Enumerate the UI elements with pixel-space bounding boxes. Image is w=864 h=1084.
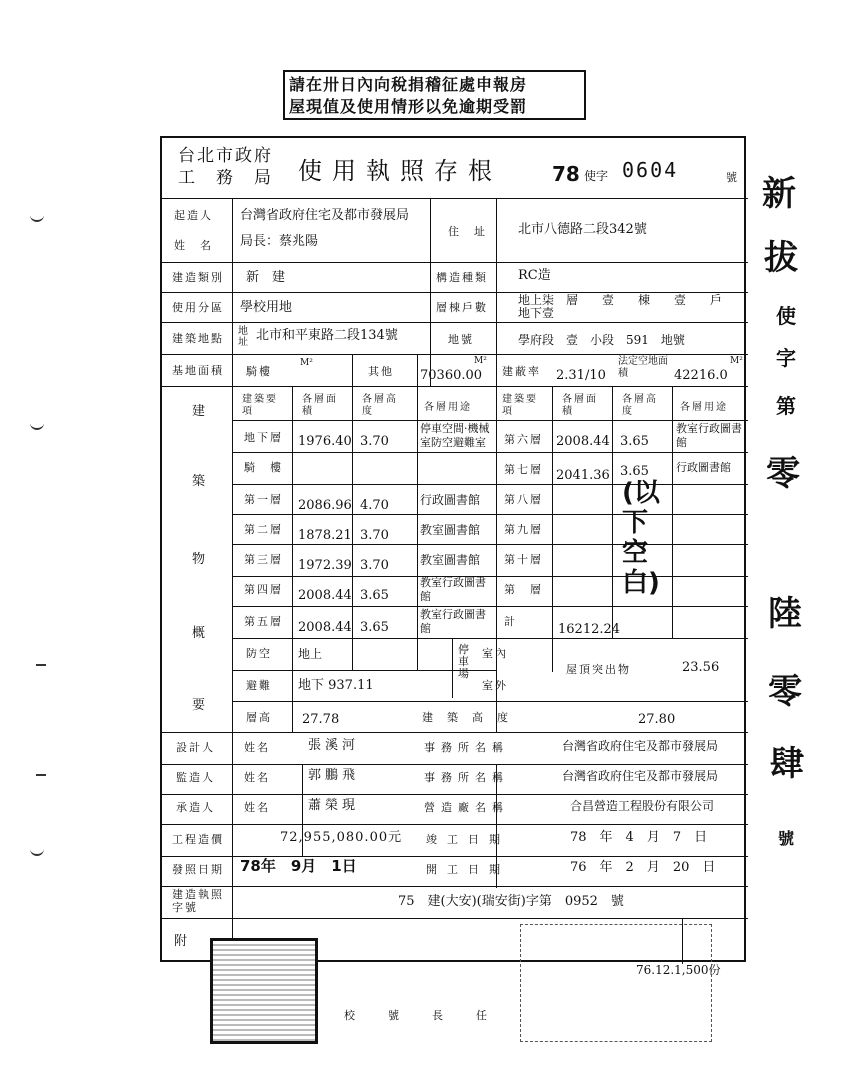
org-name: 合昌營造工程股份有限公司 bbox=[570, 799, 715, 813]
footer-mark: 號 bbox=[388, 1009, 399, 1022]
margin-char: 零 bbox=[766, 454, 800, 494]
col-use: 各層用途 bbox=[680, 402, 728, 413]
floor-name: 第七層 bbox=[504, 463, 543, 476]
outdoor-label: 室外 bbox=[482, 679, 508, 692]
floor-height: 3.70 bbox=[360, 528, 389, 543]
storey-height-label: 層高 bbox=[246, 711, 272, 724]
role-label: 承造人 bbox=[176, 801, 215, 814]
floor-use: 教室圖書館 bbox=[420, 553, 481, 567]
name-label: 姓名 bbox=[244, 801, 270, 814]
zoning-value: 學校用地 bbox=[240, 300, 293, 315]
punch-mark bbox=[30, 420, 44, 430]
org-label: 事務所名稱 bbox=[424, 771, 509, 784]
floor-area: 16212.24 bbox=[558, 622, 621, 637]
bldg-height-value: 27.80 bbox=[638, 712, 676, 727]
punch-mark bbox=[30, 846, 44, 856]
floor-use: 停車空間·機械室防空避難室 bbox=[420, 422, 490, 449]
permit-suffix: 號 bbox=[726, 171, 737, 184]
storey-height-value: 27.78 bbox=[302, 712, 340, 727]
col-height: 各層高度 bbox=[362, 394, 398, 417]
floor-height: 3.65 bbox=[620, 464, 649, 479]
address-label: 住 址 bbox=[448, 225, 487, 238]
permit-value: 75 建(大安)(瑞安街)字第 0952 號 bbox=[398, 894, 624, 909]
floor-name: 計 bbox=[504, 615, 517, 628]
other-label: 其他 bbox=[368, 365, 394, 378]
floor-name: 第 層 bbox=[504, 583, 543, 596]
floors-label: 層棟戶數 bbox=[436, 301, 488, 314]
floor-area: 2008.44 bbox=[298, 620, 352, 635]
bldg-height-label: 建築高度 bbox=[422, 711, 522, 724]
floor-use: 行政圖書館 bbox=[676, 461, 731, 474]
footer-mark: 校 bbox=[344, 1009, 355, 1022]
signature-box bbox=[520, 924, 712, 1042]
unit-m2: M² bbox=[730, 356, 743, 366]
floor-name: 第四層 bbox=[244, 583, 283, 596]
parking-label: 停車場 bbox=[458, 643, 469, 680]
floor-use: 教室行政圖書館 bbox=[420, 608, 486, 635]
floor-area: 2086.96 bbox=[298, 498, 352, 513]
col-height: 各層高度 bbox=[622, 394, 658, 417]
coverage-value: 2.31/10 bbox=[556, 368, 606, 383]
unit-m2: M² bbox=[300, 358, 313, 368]
shelter-label: 防空 bbox=[246, 647, 272, 660]
org-name: 台灣省政府住宅及都市發展局 bbox=[562, 769, 719, 783]
floor-use: 教室圖書館 bbox=[420, 523, 481, 537]
copies-note: 76.12.1,500份 bbox=[636, 963, 721, 977]
start-date: 76 年 2 月 20 日 bbox=[570, 860, 716, 875]
footer-mark: 任 bbox=[476, 1009, 487, 1022]
coverage-label: 建蔽率 bbox=[502, 365, 541, 378]
person-name: 郭鵬飛 bbox=[308, 768, 360, 783]
shelter-below: 地下 937.11 bbox=[298, 678, 374, 693]
applicant-name: 台灣省政府住宅及都市發展局 bbox=[240, 208, 410, 223]
cost-value: 72,955,080.00元 bbox=[280, 830, 403, 845]
arcade-label: 騎樓 bbox=[246, 365, 272, 378]
floor-name: 第六層 bbox=[504, 433, 543, 446]
building-type-value: 新 建 bbox=[246, 270, 286, 285]
lot-value: 學府段 壹 小段 591 地號 bbox=[518, 333, 685, 347]
official-seal bbox=[210, 938, 318, 1044]
floor-name: 第八層 bbox=[504, 493, 543, 506]
floor-name: 第三層 bbox=[244, 553, 283, 566]
floor-height: 3.65 bbox=[620, 434, 649, 449]
margin-dash bbox=[36, 664, 46, 666]
base-area-label: 基地面積 bbox=[172, 364, 224, 377]
shelter-above: 地上 bbox=[298, 647, 323, 661]
permit-number: 0604 bbox=[622, 158, 679, 182]
floor-area: 1878.21 bbox=[298, 528, 352, 543]
floor-height: 3.70 bbox=[360, 558, 389, 573]
open-space-value: 42216.0 bbox=[674, 368, 728, 383]
structure-value: RC造 bbox=[518, 268, 551, 283]
other-value: 70360.00 bbox=[420, 368, 483, 383]
start-label: 開工日期 bbox=[426, 863, 510, 876]
margin-char: 肆 bbox=[770, 744, 804, 784]
doc-title: 使用執照存根 bbox=[298, 157, 502, 185]
floor-area: 1976.40 bbox=[298, 434, 352, 449]
margin-char: 第 bbox=[776, 394, 796, 418]
floor-height: 3.65 bbox=[360, 620, 389, 635]
open-space-label: 法定空地面積 bbox=[618, 356, 668, 379]
building-type-label: 建造類別 bbox=[172, 271, 224, 284]
floor-area: 1972.39 bbox=[298, 558, 352, 573]
notice-line-1: 請在卅日內向稅捐稽征處申報房 bbox=[289, 75, 528, 94]
floor-area: 2008.44 bbox=[298, 588, 352, 603]
floor-name: 第十層 bbox=[504, 553, 543, 566]
notice-stamp bbox=[283, 70, 586, 120]
lot-label: 地號 bbox=[448, 333, 474, 346]
roof-value: 23.56 bbox=[682, 660, 720, 675]
margin-char: 新 bbox=[762, 174, 796, 214]
col-area: 各層面積 bbox=[562, 394, 598, 417]
blank-note: (以下空白) bbox=[622, 478, 660, 598]
permit-year: 78 bbox=[552, 162, 580, 186]
floor-use: 教室行政圖書館 bbox=[676, 422, 742, 449]
floor-name: 第九層 bbox=[504, 523, 543, 536]
footer-mark: 長 bbox=[432, 1009, 443, 1022]
indoor-label: 室內 bbox=[482, 647, 508, 660]
floors-above: 地上柒 層 壹 棟 壹 戶 bbox=[518, 293, 723, 307]
site-address-label: 地址 bbox=[238, 326, 248, 348]
unit-m2: M² bbox=[474, 356, 487, 366]
org-label: 事務所名稱 bbox=[424, 741, 509, 754]
evac-label: 避難 bbox=[246, 679, 272, 692]
site-address: 北市和平東路二段134號 bbox=[256, 328, 398, 343]
col-item: 建築要項 bbox=[242, 394, 278, 417]
section-char: 概 bbox=[192, 626, 206, 641]
site-label: 建築地點 bbox=[172, 332, 224, 345]
floor-height: 3.70 bbox=[360, 434, 389, 449]
floor-height: 4.70 bbox=[360, 498, 389, 513]
org-label: 營造廠名稱 bbox=[424, 801, 509, 814]
margin-char: 拔 bbox=[764, 238, 798, 278]
permit-label: 建造執照字號 bbox=[172, 888, 224, 914]
margin-char: 號 bbox=[778, 829, 795, 848]
section-char: 要 bbox=[192, 698, 206, 713]
col-use: 各層用途 bbox=[424, 402, 472, 413]
margin-char: 使 bbox=[776, 304, 796, 328]
complete-date: 78 年 4 月 7 日 bbox=[570, 830, 708, 845]
margin-dash bbox=[36, 774, 46, 776]
structure-label: 構造種類 bbox=[436, 271, 488, 284]
permit-form bbox=[160, 136, 746, 962]
section-char: 建 bbox=[192, 404, 206, 419]
section-char: 物 bbox=[192, 552, 206, 567]
floor-name: 第五層 bbox=[244, 615, 283, 628]
floor-area: 2008.44 bbox=[556, 434, 610, 449]
floor-name: 騎 樓 bbox=[244, 461, 283, 474]
section-char: 築 bbox=[192, 474, 206, 489]
col-item: 建築要項 bbox=[502, 394, 538, 417]
punch-mark bbox=[30, 212, 44, 222]
agency-line-2: 工 務 局 bbox=[178, 168, 273, 188]
org-name: 台灣省政府住宅及都市發展局 bbox=[562, 739, 719, 753]
person-name: 蕭榮現 bbox=[308, 798, 360, 813]
zoning-label: 使用分區 bbox=[172, 301, 224, 314]
margin-char: 陸 bbox=[768, 594, 802, 634]
floor-area: 2041.36 bbox=[556, 468, 610, 483]
applicant-name-label: 姓 名 bbox=[174, 239, 213, 252]
cost-label: 工程造價 bbox=[172, 833, 224, 846]
issue-label: 發照日期 bbox=[172, 863, 224, 876]
floor-height: 3.65 bbox=[360, 588, 389, 603]
floor-use: 行政圖書館 bbox=[420, 493, 481, 507]
floor-use: 教室行政圖書館 bbox=[420, 576, 486, 603]
role-label: 設計人 bbox=[176, 741, 215, 754]
attachment-label: 附 bbox=[174, 934, 188, 949]
notice-line-2: 屋現值及使用情形以免逾期受罰 bbox=[289, 97, 528, 116]
roof-label: 屋頂突出物 bbox=[566, 663, 631, 676]
issue-date: 78年 9月 1日 bbox=[240, 857, 357, 875]
floor-name: 第一層 bbox=[244, 493, 283, 506]
applicant-address: 北市八德路二段342號 bbox=[518, 222, 647, 237]
role-label: 監造人 bbox=[176, 771, 215, 784]
margin-char: 零 bbox=[768, 672, 802, 712]
floor-name: 地下層 bbox=[244, 431, 283, 444]
permit-prefix: 使字 bbox=[584, 169, 609, 183]
agency-line-1: 台北市政府 bbox=[178, 146, 273, 166]
margin-char: 字 bbox=[776, 346, 796, 370]
col-area: 各層面積 bbox=[302, 394, 338, 417]
applicant-label: 起造人 bbox=[174, 209, 213, 222]
person-name: 張溪河 bbox=[308, 738, 360, 753]
complete-label: 竣工日期 bbox=[426, 833, 510, 846]
name-label: 姓名 bbox=[244, 771, 270, 784]
name-label: 姓名 bbox=[244, 741, 270, 754]
floor-name: 第二層 bbox=[244, 523, 283, 536]
floors-below: 地下壹 bbox=[518, 306, 555, 320]
applicant-head: 局長：蔡兆陽 bbox=[240, 234, 319, 249]
